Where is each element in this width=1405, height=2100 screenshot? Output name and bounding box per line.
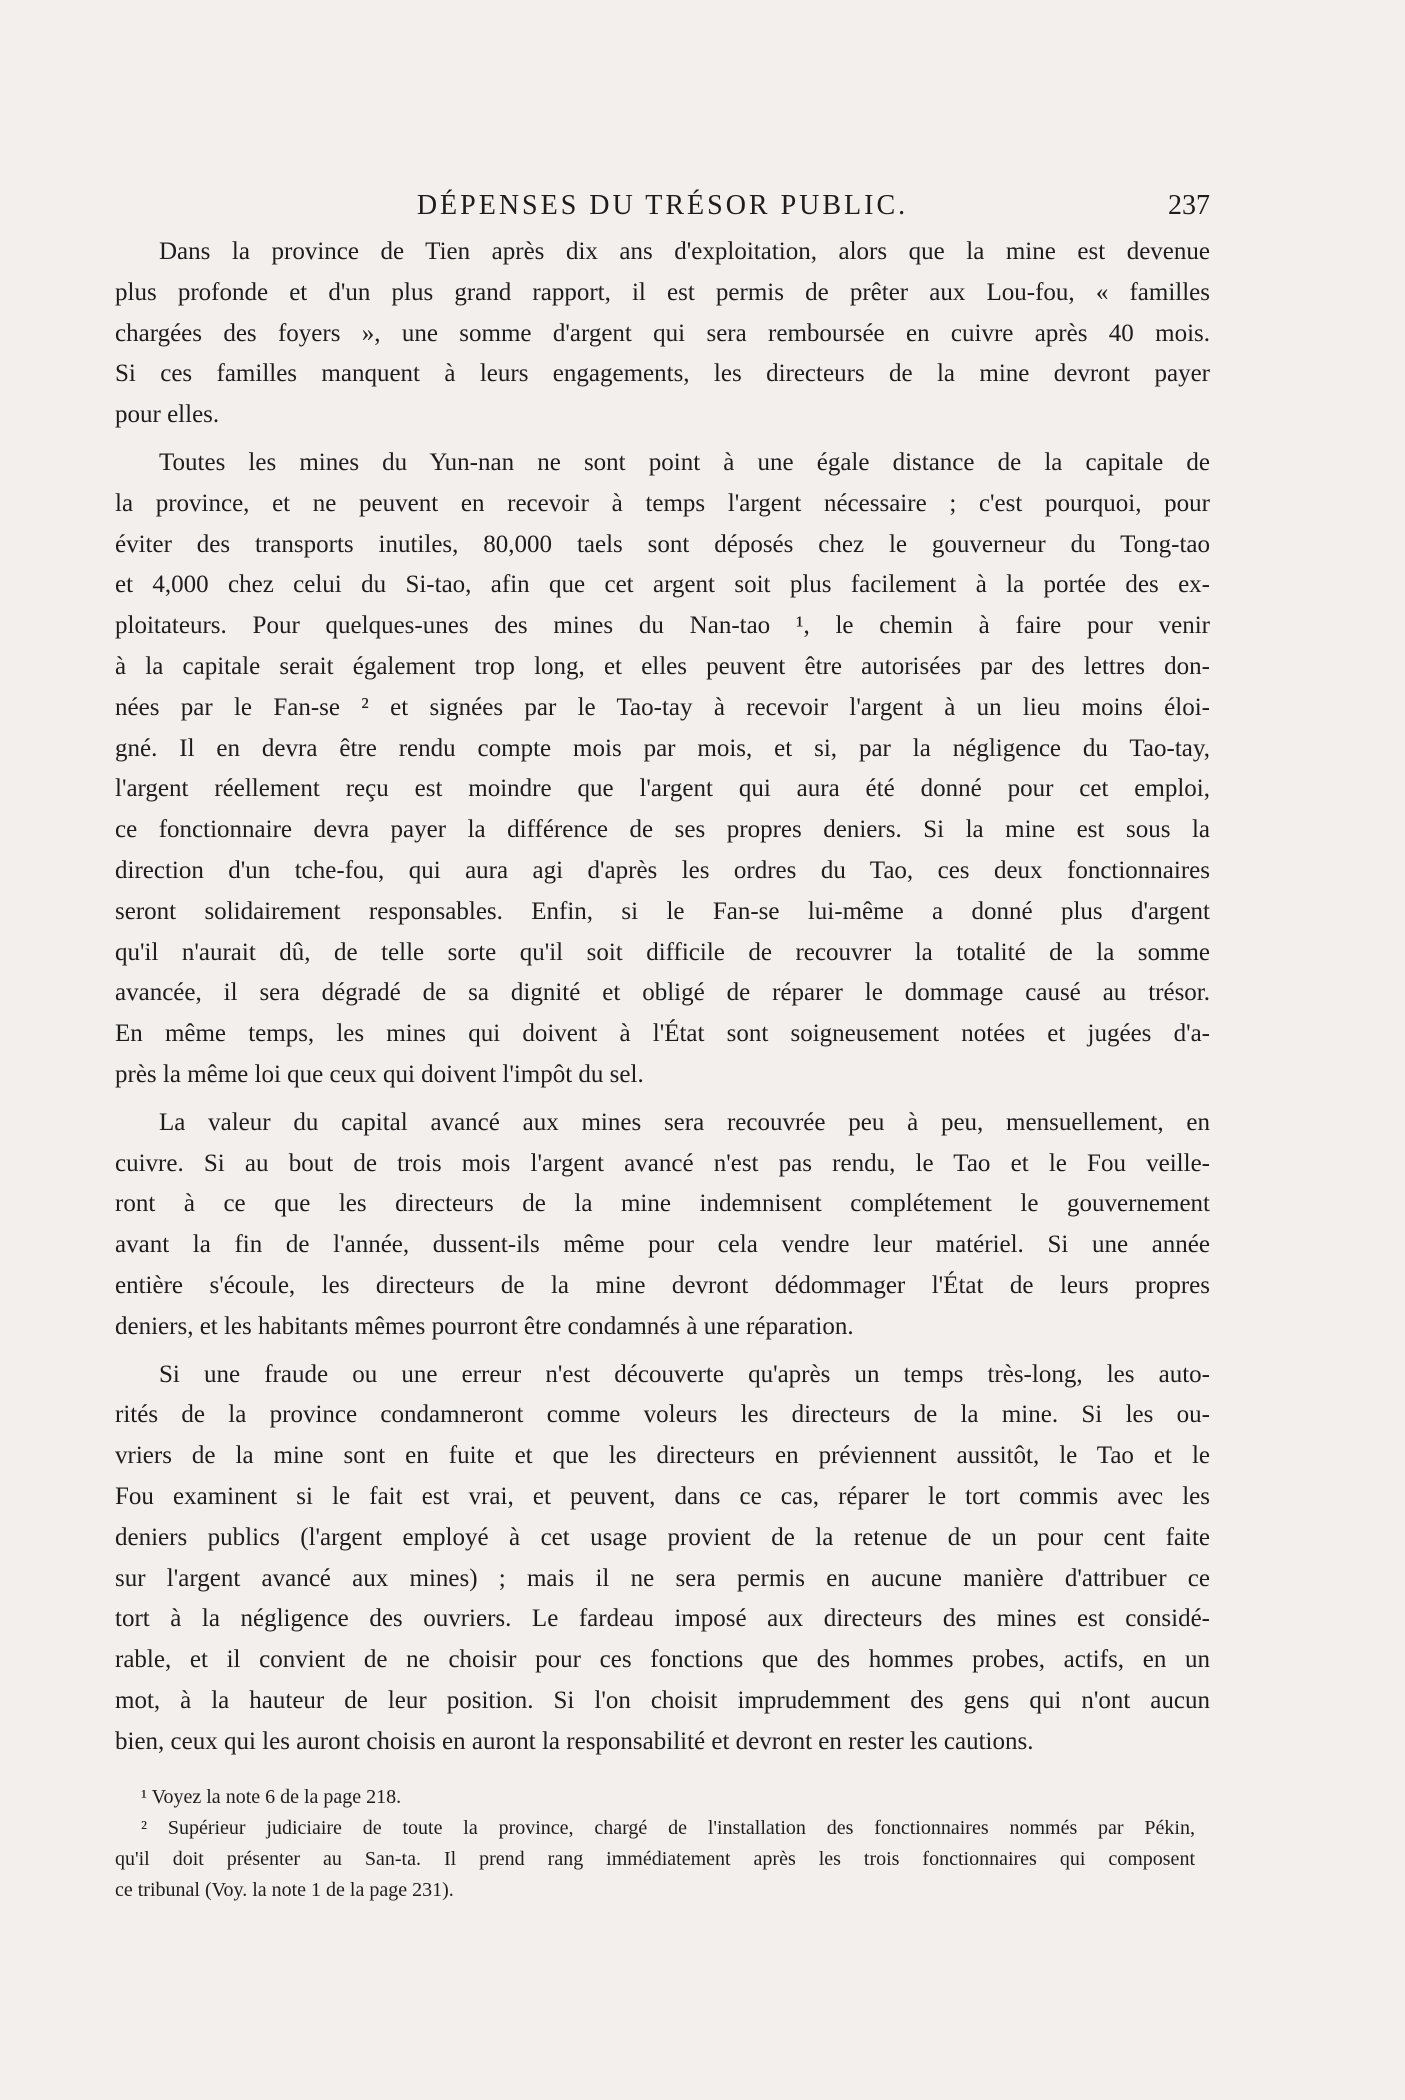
text-line: avant la fin de l'année, dussent-ils même pour cela vendre leur matériel. Si une année <box>115 1231 1210 1259</box>
text-line: à la capitale serait également trop long, et elles peuvent être autorisées par des lettres don- <box>115 652 1210 680</box>
text-line: ce fonctionnaire devra payer la différence de ses propres deniers. Si la mine est sous la <box>115 816 1210 844</box>
text-line: ploitateurs. Pour quelques-unes des mines du Nan-tao ¹, le chemin à faire pour venir <box>115 612 1210 640</box>
paragraph <box>115 232 1210 436</box>
text-line: vriers de la mine sont en fuite et que les directeurs en préviennent aussitôt, le Tao et le <box>115 1442 1210 1470</box>
body-text <box>115 232 1210 1769</box>
text-line: pour elles. <box>115 401 220 429</box>
paragraph <box>115 1355 1210 1763</box>
text-line: nées par le Fan-se ² et signées par le Tao-tay à recevoir l'argent à un lieu moins éloi- <box>115 693 1210 721</box>
paragraph <box>115 1103 1210 1348</box>
text-line: sur l'argent avancé aux mines) ; mais il ne sera permis en aucune manière d'attribuer ce <box>115 1564 1210 1592</box>
text-line: l'argent réellement reçu est moindre que l'argent qui aura été donné pour cet emploi, <box>115 775 1210 803</box>
text-line: Toutes les mines du Yun-nan ne sont point à une égale distance de la capitale de <box>159 448 1210 476</box>
text-line: la province, et ne peuvent en recevoir à temps l'argent nécessaire ; c'est pourquoi, pour <box>115 489 1210 517</box>
text-line: En même temps, les mines qui doivent à l'État sont soigneusement notées et jugées d'a- <box>115 1020 1210 1048</box>
text-line: bien, ceux qui les auront choisis en auront la responsabilité et devront en rester les cautions. <box>115 1727 1034 1755</box>
text-line: ¹ Voyez la note 6 de la page 218. <box>141 1786 402 1808</box>
text-line: La valeur du capital avancé aux mines sera recouvrée peu à peu, mensuellement, en <box>159 1108 1210 1136</box>
running-title: DÉPENSES DU TRÉSOR PUBLIC. <box>416 190 909 221</box>
text-line: rités de la province condamneront comme voleurs les directeurs de la mine. Si les ou- <box>115 1401 1210 1429</box>
text-line: tort à la négligence des ouvriers. Le fardeau imposé aux directeurs des mines est considé- <box>115 1605 1210 1633</box>
text-line: avancée, il sera dégradé de sa dignité et obligé de réparer le dommage causé au trésor. <box>115 979 1210 1007</box>
running-header <box>115 190 1210 230</box>
text-line: entière s'écoule, les directeurs de la mine devront dédommager l'État de leurs propres <box>115 1271 1210 1299</box>
footnote <box>115 1813 1195 1906</box>
footnotes <box>115 1782 1195 1906</box>
text-line: deniers, et les habitants mêmes pourront être condamnés à une réparation. <box>115 1312 854 1340</box>
text-line: Si ces familles manquent à leurs engagements, les directeurs de la mine devront payer <box>115 360 1210 388</box>
text-line: seront solidairement responsables. Enfin, si le Fan-se lui-même a donné plus d'argent <box>115 897 1210 925</box>
text-line: et 4,000 chez celui du Si-tao, afin que cet argent soit plus facilement à la portée des ex- <box>115 571 1210 599</box>
text-line: Si une fraude ou une erreur n'est découverte qu'après un temps très-long, les auto- <box>159 1360 1210 1388</box>
text-line: gné. Il en devra être rendu compte mois par mois, et si, par la négligence du Tao-tay, <box>115 734 1210 762</box>
text-line: deniers publics (l'argent employé à cet usage provient de la retenue de un pour cent faite <box>115 1523 1210 1551</box>
text-line: ² Supérieur judiciaire de toute la province, chargé de l'installation des fonctionnaires nommés par Pékin, <box>141 1817 1195 1839</box>
text-line: qu'il doit présenter au San-ta. Il prend rang immédiatement après les trois fonctionnaires qui composent <box>115 1848 1195 1870</box>
text-line: qu'il n'aurait dû, de telle sorte qu'il soit difficile de recouvrer la totalité de la somme <box>115 938 1210 966</box>
text-line: Dans la province de Tien après dix ans d'exploitation, alors que la mine est devenue <box>159 238 1210 265</box>
text-line: cuivre. Si au bout de trois mois l'argent avancé n'est pas rendu, le Tao et le Fou veille- <box>115 1149 1210 1177</box>
text-line: chargées des foyers », une somme d'argent qui sera remboursée en cuivre après 40 mois. <box>115 319 1210 347</box>
page-number: 237 <box>1168 190 1210 221</box>
text-line: direction d'un tche-fou, qui aura agi d'après les ordres du Tao, ces deux fonctionnaires <box>115 856 1210 884</box>
text-line: éviter des transports inutiles, 80,000 taels sont déposés chez le gouverneur du Tong-tao <box>115 530 1210 558</box>
text-line: près la même loi que ceux qui doivent l'impôt du sel. <box>115 1060 644 1088</box>
text-line: rable, et il convient de ne choisir pour ces fonctions que des hommes probes, actifs, en un <box>115 1646 1210 1674</box>
footnote <box>115 1782 1195 1813</box>
text-line: ront à ce que les directeurs de la mine indemnisent complétement le gouvernement <box>115 1190 1210 1218</box>
text-line: ce tribunal (Voy. la note 1 de la page 231). <box>115 1879 454 1901</box>
text-line: mot, à la hauteur de leur position. Si l'on choisit imprudemment des gens qui n'ont aucun <box>115 1686 1210 1714</box>
text-line: Fou examinent si le fait est vrai, et peuvent, dans ce cas, réparer le tort commis avec les <box>115 1482 1210 1510</box>
paragraph <box>115 443 1210 1096</box>
text-line: plus profonde et d'un plus grand rapport, il est permis de prêter aux Lou-fou, « familles <box>115 278 1210 306</box>
